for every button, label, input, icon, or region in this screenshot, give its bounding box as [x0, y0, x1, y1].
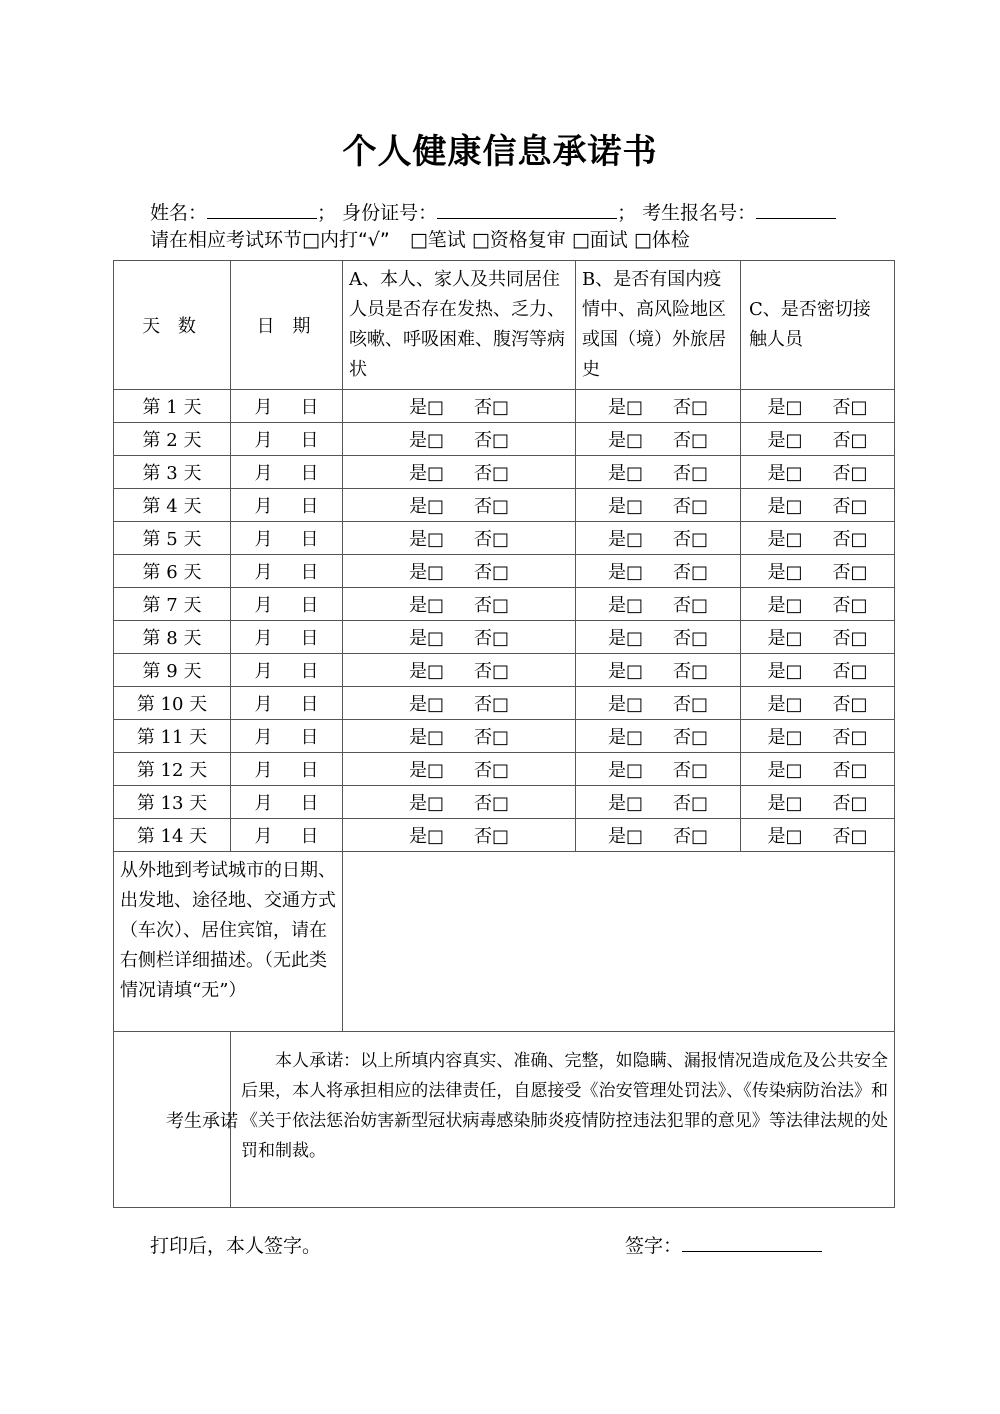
no-checkbox[interactable]: 否□: [673, 694, 709, 715]
day-row: [114, 786, 895, 819]
yes-checkbox[interactable]: 是□: [607, 661, 643, 682]
header-row: [114, 261, 895, 390]
day-label: 第 10 天: [114, 687, 231, 720]
answer-c-cell: [741, 522, 895, 555]
month-label: 月: [254, 397, 273, 418]
yes-checkbox[interactable]: 是□: [607, 562, 643, 583]
month-label: 月: [254, 595, 273, 616]
date-cell[interactable]: [231, 786, 343, 819]
answer-c-cell: [741, 390, 895, 423]
name-label: 姓名：: [150, 202, 208, 224]
yes-checkbox[interactable]: 是□: [767, 562, 803, 583]
day-label: 第 9 天: [114, 654, 231, 687]
answer-c-cell: [741, 687, 895, 720]
yes-checkbox[interactable]: 是□: [767, 727, 803, 748]
yes-checkbox[interactable]: 是□: [408, 529, 444, 550]
day-row: [114, 390, 895, 423]
day-of-month-label: 日: [300, 628, 319, 649]
yes-checkbox[interactable]: 是□: [408, 628, 444, 649]
no-checkbox[interactable]: 否□: [832, 727, 868, 748]
no-checkbox[interactable]: 否□: [673, 727, 709, 748]
travel-description-label: 从外地到考试城市的日期、出发地、途径地、交通方式（车次）、居住宾馆，请在右侧栏详细描述。（无此类情况请填“无”）: [114, 852, 343, 1032]
yes-checkbox[interactable]: 是□: [767, 694, 803, 715]
no-checkbox[interactable]: 否□: [673, 628, 709, 649]
day-row: [114, 654, 895, 687]
header-question-c: C、是否密切接触人员: [741, 261, 895, 390]
month-label: 月: [254, 793, 273, 814]
month-label: 月: [254, 826, 273, 847]
no-checkbox[interactable]: 否□: [474, 826, 510, 847]
answer-c-cell: [741, 621, 895, 654]
day-of-month-label: 日: [300, 562, 319, 583]
yes-checkbox[interactable]: 是□: [767, 595, 803, 616]
exam-number-field[interactable]: [756, 198, 836, 219]
answer-a-cell: [343, 522, 576, 555]
yes-checkbox[interactable]: 是□: [408, 397, 444, 418]
month-label: 月: [254, 463, 273, 484]
no-checkbox[interactable]: 否□: [832, 463, 868, 484]
date-cell[interactable]: [231, 423, 343, 456]
day-of-month-label: 日: [300, 694, 319, 715]
answer-c-cell: [741, 555, 895, 588]
yes-checkbox[interactable]: 是□: [607, 760, 643, 781]
yes-checkbox[interactable]: 是□: [767, 661, 803, 682]
day-label: 第 11 天: [114, 720, 231, 753]
promise-text-cell: [231, 1032, 895, 1208]
no-checkbox[interactable]: 否□: [832, 430, 868, 451]
no-checkbox[interactable]: 否□: [673, 562, 709, 583]
yes-checkbox[interactable]: 是□: [767, 397, 803, 418]
answer-b-cell: [576, 555, 741, 588]
page-title: 个人健康信息承诺书: [342, 132, 658, 172]
yes-checkbox[interactable]: 是□: [408, 562, 444, 583]
answer-b-cell: [576, 621, 741, 654]
signature-label: 签字：: [625, 1235, 683, 1257]
day-row: [114, 720, 895, 753]
answer-a-cell: [343, 786, 576, 819]
no-checkbox[interactable]: 否□: [474, 628, 510, 649]
day-label: 第 1 天: [114, 390, 231, 423]
yes-checkbox[interactable]: 是□: [408, 496, 444, 517]
exam-stage-line: [150, 226, 690, 254]
answer-c-cell: [741, 786, 895, 819]
day-label: 第 6 天: [114, 555, 231, 588]
no-checkbox[interactable]: 否□: [832, 760, 868, 781]
month-label: 月: [254, 694, 273, 715]
date-cell[interactable]: [231, 489, 343, 522]
no-checkbox[interactable]: 否□: [673, 793, 709, 814]
yes-checkbox[interactable]: 是□: [408, 793, 444, 814]
date-cell[interactable]: [231, 456, 343, 489]
no-checkbox[interactable]: 否□: [474, 727, 510, 748]
day-row: [114, 522, 895, 555]
day-of-month-label: 日: [300, 496, 319, 517]
option-qualification-review[interactable]: □资格复审: [471, 229, 566, 251]
no-checkbox[interactable]: 否□: [673, 430, 709, 451]
promise-text: 本人承诺：以上所填内容真实、准确、完整，如隐瞒、漏报情况造成危及公共安全后果，本人将承担相应的法律责任，自愿接受《治安管理处罚法》、《传染病防治法》和《关于依法惩治妨害新型冠状病毒感染肺炎疫情防控违法犯罪的意见》等法律法规的处罚和制裁。: [241, 1051, 888, 1161]
answer-a-cell: [343, 621, 576, 654]
month-label: 月: [254, 529, 273, 550]
daily-rows: [114, 390, 895, 852]
signature-line: [625, 1231, 822, 1258]
month-label: 月: [254, 727, 273, 748]
exam-number-label: 考生报名号：: [642, 202, 757, 224]
answer-a-cell: [343, 687, 576, 720]
answer-a-cell: [343, 819, 576, 852]
date-cell[interactable]: [231, 588, 343, 621]
option-physical-exam[interactable]: □体检: [633, 229, 690, 251]
no-checkbox[interactable]: 否□: [673, 595, 709, 616]
day-row: [114, 489, 895, 522]
yes-checkbox[interactable]: 是□: [767, 826, 803, 847]
option-interview[interactable]: □面试: [571, 229, 628, 251]
answer-b-cell: [576, 687, 741, 720]
no-checkbox[interactable]: 否□: [832, 628, 868, 649]
day-label: 第 5 天: [114, 522, 231, 555]
day-row: [114, 555, 895, 588]
answer-c-cell: [741, 423, 895, 456]
no-checkbox[interactable]: 否□: [474, 562, 510, 583]
month-label: 月: [254, 562, 273, 583]
yes-checkbox[interactable]: 是□: [408, 430, 444, 451]
day-row: [114, 819, 895, 852]
answer-b-cell: [576, 456, 741, 489]
no-checkbox[interactable]: 否□: [832, 694, 868, 715]
day-label: 第 12 天: [114, 753, 231, 786]
answer-b-cell: [576, 522, 741, 555]
month-label: 月: [254, 661, 273, 682]
promise-row: [114, 1032, 895, 1208]
answer-a-cell: [343, 654, 576, 687]
travel-description-field[interactable]: [343, 852, 895, 1032]
name-field[interactable]: [207, 198, 317, 219]
answer-a-cell: [343, 489, 576, 522]
answer-b-cell: [576, 423, 741, 456]
travel-row: [114, 852, 895, 1032]
yes-checkbox[interactable]: 是□: [408, 694, 444, 715]
answer-c-cell: [741, 456, 895, 489]
yes-checkbox[interactable]: 是□: [408, 727, 444, 748]
yes-checkbox[interactable]: 是□: [607, 694, 643, 715]
no-checkbox[interactable]: 否□: [832, 562, 868, 583]
answer-b-cell: [576, 588, 741, 621]
no-checkbox[interactable]: 否□: [832, 826, 868, 847]
day-of-month-label: 日: [300, 826, 319, 847]
day-row: [114, 456, 895, 489]
day-row: [114, 621, 895, 654]
answer-b-cell: [576, 489, 741, 522]
header-question-a: A、本人、家人及共同居住人员是否存在发热、乏力、咳嗽、呼吸困难、腹泻等病状: [343, 261, 576, 390]
answer-a-cell: [343, 456, 576, 489]
answer-a-cell: [343, 753, 576, 786]
yes-checkbox[interactable]: 是□: [607, 727, 643, 748]
answer-a-cell: [343, 423, 576, 456]
yes-checkbox[interactable]: 是□: [408, 661, 444, 682]
month-label: 月: [254, 430, 273, 451]
no-checkbox[interactable]: 否□: [832, 529, 868, 550]
no-checkbox[interactable]: 否□: [474, 529, 510, 550]
yes-checkbox[interactable]: 是□: [767, 430, 803, 451]
day-of-month-label: 日: [300, 727, 319, 748]
header-question-b: B、是否有国内疫情中、高风险地区或国（境）外旅居史: [576, 261, 741, 390]
no-checkbox[interactable]: 否□: [474, 760, 510, 781]
promise-label: 考生承诺: [166, 1110, 238, 1132]
no-checkbox[interactable]: 否□: [832, 793, 868, 814]
date-cell[interactable]: [231, 621, 343, 654]
no-checkbox[interactable]: 否□: [832, 496, 868, 517]
no-checkbox[interactable]: 否□: [673, 397, 709, 418]
answer-b-cell: [576, 654, 741, 687]
day-of-month-label: 日: [300, 661, 319, 682]
yes-checkbox[interactable]: 是□: [607, 430, 643, 451]
day-label: 第 14 天: [114, 819, 231, 852]
day-label: 第 13 天: [114, 786, 231, 819]
no-checkbox[interactable]: 否□: [474, 661, 510, 682]
date-cell[interactable]: [231, 720, 343, 753]
day-of-month-label: 日: [300, 397, 319, 418]
no-checkbox[interactable]: 否□: [673, 826, 709, 847]
no-checkbox[interactable]: 否□: [474, 397, 510, 418]
yes-checkbox[interactable]: 是□: [607, 397, 643, 418]
date-cell[interactable]: [231, 390, 343, 423]
yes-checkbox[interactable]: 是□: [767, 529, 803, 550]
date-cell[interactable]: [231, 687, 343, 720]
header-days: 天 数: [114, 261, 231, 390]
answer-a-cell: [343, 390, 576, 423]
signature-field[interactable]: [682, 1231, 822, 1252]
answer-b-cell: [576, 753, 741, 786]
day-of-month-label: 日: [300, 529, 319, 550]
answer-a-cell: [343, 720, 576, 753]
yes-checkbox[interactable]: 是□: [767, 793, 803, 814]
no-checkbox[interactable]: 否□: [832, 397, 868, 418]
print-sign-note: 打印后，本人签字。: [150, 1235, 322, 1257]
day-label: 第 7 天: [114, 588, 231, 621]
personal-info-line: [150, 198, 836, 227]
answer-a-cell: [343, 588, 576, 621]
no-checkbox[interactable]: 否□: [673, 760, 709, 781]
day-label: 第 4 天: [114, 489, 231, 522]
day-label: 第 3 天: [114, 456, 231, 489]
no-checkbox[interactable]: 否□: [673, 661, 709, 682]
yes-checkbox[interactable]: 是□: [607, 826, 643, 847]
separator: ；: [317, 202, 337, 224]
no-checkbox[interactable]: 否□: [474, 595, 510, 616]
option-written-exam[interactable]: □笔试: [409, 229, 466, 251]
answer-c-cell: [741, 819, 895, 852]
day-of-month-label: 日: [300, 430, 319, 451]
month-label: 月: [254, 496, 273, 517]
answer-c-cell: [741, 753, 895, 786]
day-row: [114, 687, 895, 720]
yes-checkbox[interactable]: 是□: [607, 628, 643, 649]
yes-checkbox[interactable]: 是□: [767, 463, 803, 484]
no-checkbox[interactable]: 否□: [832, 661, 868, 682]
date-cell[interactable]: [231, 522, 343, 555]
day-label: 第 2 天: [114, 423, 231, 456]
no-checkbox[interactable]: 否□: [474, 793, 510, 814]
yes-checkbox[interactable]: 是□: [408, 826, 444, 847]
day-row: [114, 588, 895, 621]
yes-checkbox[interactable]: 是□: [607, 496, 643, 517]
day-row: [114, 423, 895, 456]
answer-c-cell: [741, 654, 895, 687]
yes-checkbox[interactable]: 是□: [607, 529, 643, 550]
answer-a-cell: [343, 555, 576, 588]
id-label: 身份证号：: [342, 202, 438, 224]
answer-b-cell: [576, 786, 741, 819]
answer-c-cell: [741, 489, 895, 522]
yes-checkbox[interactable]: 是□: [607, 793, 643, 814]
answer-b-cell: [576, 819, 741, 852]
separator: ；: [617, 202, 637, 224]
no-checkbox[interactable]: 否□: [832, 595, 868, 616]
date-cell[interactable]: [231, 819, 343, 852]
yes-checkbox[interactable]: 是□: [767, 760, 803, 781]
answer-c-cell: [741, 588, 895, 621]
answer-b-cell: [576, 390, 741, 423]
no-checkbox[interactable]: 否□: [474, 430, 510, 451]
no-checkbox[interactable]: 否□: [474, 496, 510, 517]
month-label: 月: [254, 760, 273, 781]
month-label: 月: [254, 628, 273, 649]
yes-checkbox[interactable]: 是□: [408, 595, 444, 616]
no-checkbox[interactable]: 否□: [673, 463, 709, 484]
no-checkbox[interactable]: 否□: [474, 694, 510, 715]
exam-stage-instruction: 请在相应考试环节□内打“√”: [150, 229, 390, 251]
id-number-field[interactable]: [437, 198, 617, 219]
promise-label-cell: [114, 1032, 238, 1208]
day-label: 第 8 天: [114, 621, 231, 654]
yes-checkbox[interactable]: 是□: [408, 463, 444, 484]
day-row: [114, 753, 895, 786]
day-of-month-label: 日: [300, 793, 319, 814]
yes-checkbox[interactable]: 是□: [408, 760, 444, 781]
date-cell[interactable]: [231, 753, 343, 786]
day-of-month-label: 日: [300, 595, 319, 616]
yes-checkbox[interactable]: 是□: [767, 628, 803, 649]
no-checkbox[interactable]: 否□: [673, 496, 709, 517]
answer-b-cell: [576, 720, 741, 753]
date-cell[interactable]: [231, 654, 343, 687]
no-checkbox[interactable]: 否□: [673, 529, 709, 550]
header-date: 日 期: [231, 261, 343, 390]
yes-checkbox[interactable]: 是□: [607, 595, 643, 616]
answer-c-cell: [741, 720, 895, 753]
health-form-table: [113, 260, 895, 1208]
day-of-month-label: 日: [300, 760, 319, 781]
date-cell[interactable]: [231, 555, 343, 588]
day-of-month-label: 日: [300, 463, 319, 484]
yes-checkbox[interactable]: 是□: [607, 463, 643, 484]
yes-checkbox[interactable]: 是□: [767, 496, 803, 517]
no-checkbox[interactable]: 否□: [474, 463, 510, 484]
